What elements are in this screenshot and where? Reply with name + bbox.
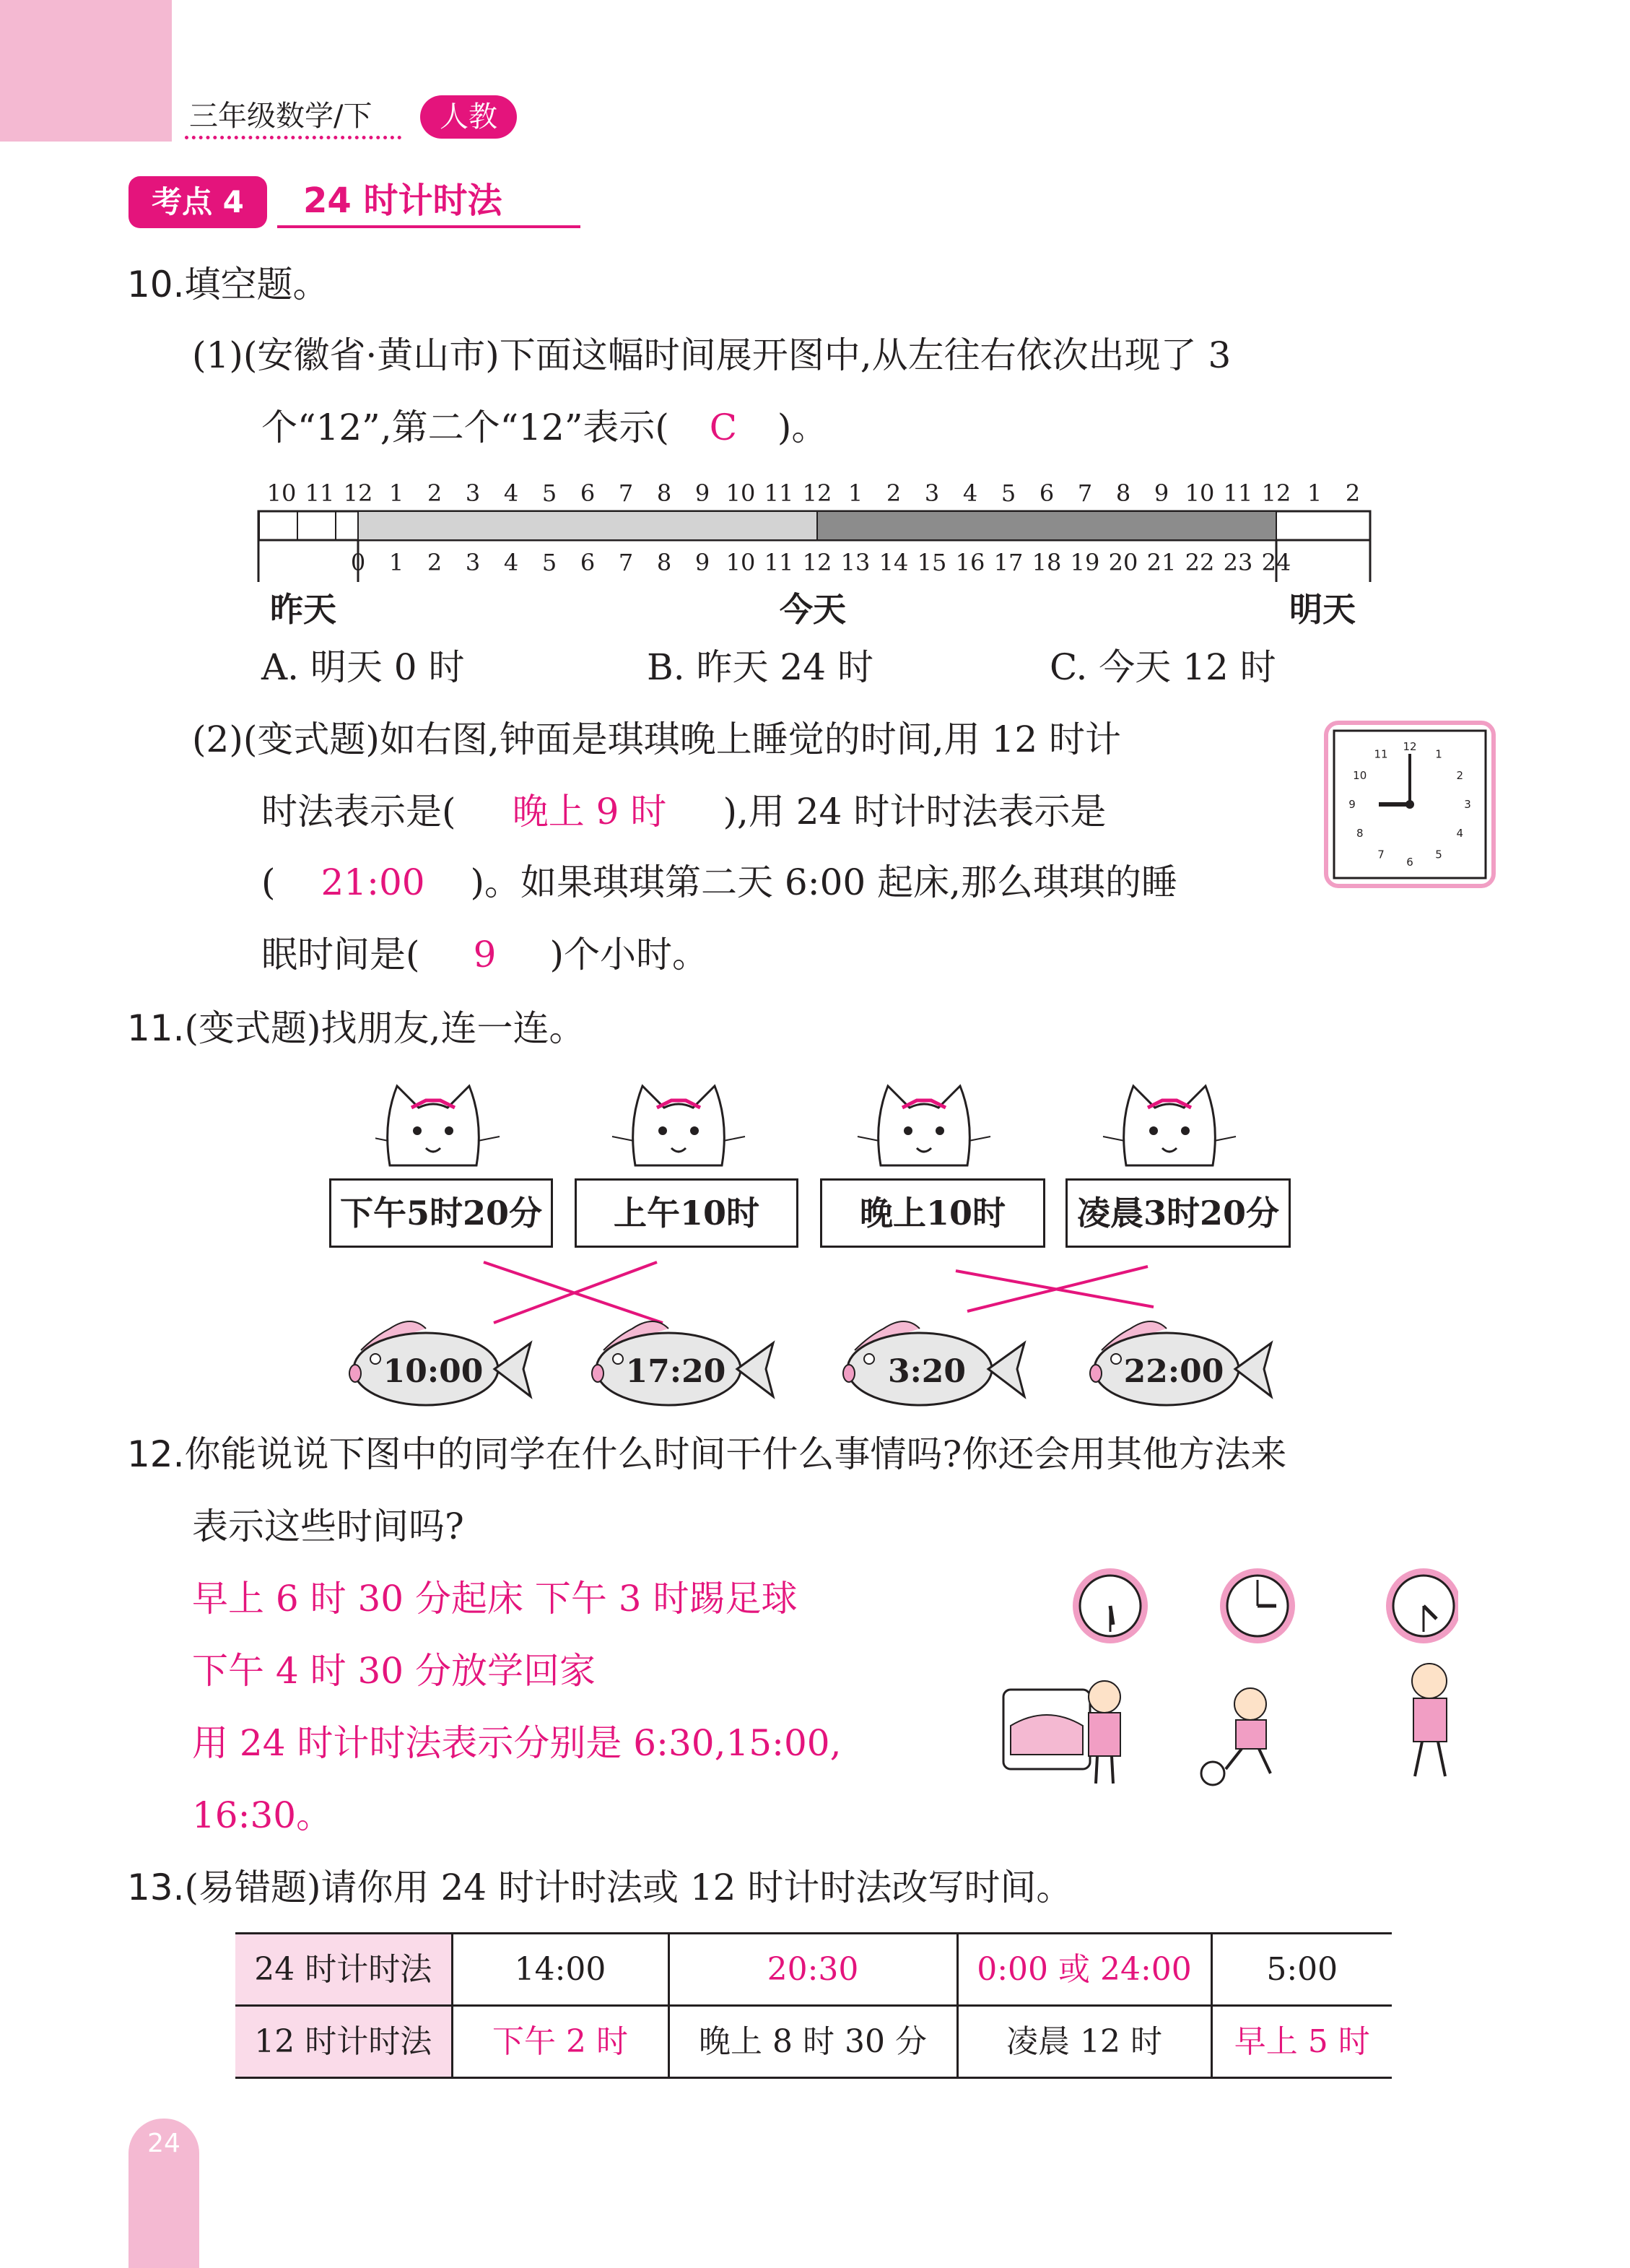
option-b: B. 昨天 24 时 [647, 646, 873, 688]
timeline-top-label: 1 [388, 479, 404, 507]
clock-number: 11 [1374, 747, 1388, 761]
timeline-bottom-label: 5 [541, 549, 557, 576]
timeline-top-label: 7 [1077, 479, 1093, 507]
question-12-line1: 12.你能说说下图中的同学在什么时间干什么事情吗?你还会用其他方法来 [127, 1433, 1287, 1475]
section-title: 24 时计时法 [303, 181, 502, 221]
timeline-bottom-label: 13 [840, 549, 871, 576]
clock-icon [1386, 1568, 1458, 1643]
row-header-24h: 24 时计时法 [235, 1934, 452, 2006]
fish-time-label: 22:00 [1123, 1353, 1224, 1390]
match-line [967, 1266, 1148, 1311]
answer-12h: 晚上 9 时 [512, 791, 667, 833]
timeline-bottom-label: 4 [503, 549, 519, 576]
timeline-top-label: 12 [343, 479, 373, 507]
clock-number: 6 [1406, 856, 1413, 869]
question-12-line2: 表示这些时间吗? [192, 1506, 464, 1547]
q12-answer-2: 下午 4 时 30 分放学回家 [192, 1650, 596, 1692]
q12-answer-3: 用 24 时计时法表示分别是 6:30,15:00, [192, 1722, 842, 1764]
timeline-top-label: 9 [1154, 479, 1169, 507]
timeline-top-label: 4 [962, 479, 978, 507]
timeline-top-label: 4 [503, 479, 519, 507]
timeline-bottom-label: 9 [694, 549, 710, 576]
activities-illustration [996, 1560, 1458, 1791]
timeline-segment-am [358, 511, 817, 540]
q10-1-line1: (1)(安徽省·黄山市)下面这幅时间展开图中,从左往右依次出现了 3 [192, 334, 1232, 376]
timeline-top-label: 6 [580, 479, 596, 507]
timeline-top-label: 12 [1261, 479, 1291, 507]
clock-number: 12 [1403, 740, 1417, 753]
clock-number: 7 [1377, 848, 1385, 861]
timeline-top-label: 11 [305, 479, 335, 507]
match-label-1: 下午5时20分 [329, 1178, 553, 1248]
row-header-12h: 12 时计时法 [235, 2006, 452, 2078]
timeline-top-label: 2 [427, 479, 443, 507]
clock-number: 4 [1456, 827, 1464, 840]
answer-q10-1: C [709, 407, 738, 448]
timeline-bottom-label: 17 [993, 549, 1024, 576]
grade-label: 三年级数学/下 [189, 100, 372, 133]
table-cell: 晚上 8 时 30 分 [668, 2006, 957, 2078]
answer-hours: 9 [473, 934, 497, 976]
timeline-bottom-label: 11 [764, 549, 794, 576]
timeline-bottom-label: 20 [1108, 549, 1138, 576]
q10-2-line2: 时法表示是( 晚上 9 时 ),用 24 时计时法表示是 [261, 791, 1107, 833]
fish-time-label: 3:20 [887, 1353, 967, 1390]
bed-and-boy-icon [1003, 1681, 1120, 1783]
fish-icon [843, 1321, 1024, 1405]
cat-icon [858, 1086, 990, 1165]
q12-answer-1: 早上 6 时 30 分起床 下午 3 时踢足球 [192, 1578, 798, 1620]
clock-icon [1220, 1568, 1295, 1643]
timeline-top-label: 5 [541, 479, 557, 507]
cat-icon [1103, 1086, 1236, 1165]
timeline-bottom-label: 18 [1032, 549, 1062, 576]
fish-time-label: 10:00 [383, 1353, 484, 1390]
match-label-2: 上午10时 [575, 1178, 798, 1248]
timeline-bottom-label: 0 [350, 549, 366, 576]
timeline-top-label: 2 [1345, 479, 1361, 507]
question-13-title: 13.(易错题)请你用 24 时计时法或 12 时计时法改写时间。 [127, 1867, 1073, 1908]
timeline-top-label: 5 [1001, 479, 1016, 507]
timeline-segment-pm [817, 511, 1276, 540]
table-row [235, 1934, 1392, 2006]
table-row [235, 2006, 1392, 2078]
timeline-top-label: 10 [725, 479, 756, 507]
timeline-top-label: 6 [1039, 479, 1055, 507]
cats-illustration [375, 1079, 1271, 1180]
timeline-bottom-label: 24 [1261, 549, 1291, 576]
timeline-top-label: 7 [618, 479, 634, 507]
timeline-bottom-label: 21 [1146, 549, 1177, 576]
question-10-title: 10.填空题。 [127, 264, 329, 305]
fish-illustration [339, 1307, 1292, 1415]
option-c: C. 今天 12 时 [1050, 646, 1276, 688]
timeline-bottom-label: 19 [1070, 549, 1100, 576]
timeline-top-label: 1 [847, 479, 863, 507]
table-cell-answer: 早上 5 时 [1211, 2006, 1392, 2078]
section-underline [277, 225, 580, 228]
timeline-bottom-label: 16 [955, 549, 985, 576]
match-label-4: 凌晨3时20分 [1065, 1178, 1291, 1248]
day-label-today: 今天 [780, 590, 846, 629]
question-11-title: 11.(变式题)找朋友,连一连。 [127, 1007, 585, 1049]
fish-time-label: 17:20 [625, 1353, 726, 1390]
table-cell-answer: 下午 2 时 [452, 2006, 668, 2078]
page-number: 24 [147, 2129, 180, 2158]
fish-icon [1090, 1321, 1271, 1405]
timeline-bottom-label: 15 [917, 549, 947, 576]
q10-1-line2: 个“12”,第二个“12”表示( C )。 [261, 407, 828, 448]
option-a: A. 明天 0 时 [261, 646, 465, 688]
table-cell: 5:00 [1211, 1934, 1392, 2006]
boy-walking-icon [1412, 1664, 1447, 1776]
corner-tab [0, 0, 172, 142]
timeline-top-label: 8 [1115, 479, 1131, 507]
timeline-top-label: 12 [802, 479, 832, 507]
timeline-top-label: 10 [1185, 479, 1215, 507]
timeline-bottom-label: 7 [618, 549, 634, 576]
timeline-top-label: 3 [465, 479, 481, 507]
day-label-yesterday: 昨天 [270, 590, 336, 629]
conversion-table [235, 1932, 1392, 2079]
table-cell: 14:00 [452, 1934, 668, 2006]
timeline-top-label: 2 [886, 479, 902, 507]
timeline-top-label: 3 [924, 479, 940, 507]
edition-badge: 人教 [420, 95, 517, 139]
timeline-bottom-label: 8 [656, 549, 672, 576]
table-cell-answer: 20:30 [668, 1934, 957, 2006]
clock-number: 5 [1435, 848, 1442, 861]
clock-number: 1 [1435, 747, 1442, 761]
timeline-top-label: 8 [656, 479, 672, 507]
clock-number: 3 [1464, 798, 1471, 811]
timeline-bottom-label: 2 [427, 549, 443, 576]
timeline-top-label: 9 [694, 479, 710, 507]
answer-24h: 21:00 [321, 861, 425, 903]
timeline-bottom-label: 3 [465, 549, 481, 576]
clock-number: 10 [1353, 769, 1367, 782]
clock-frame [1324, 721, 1496, 888]
q10-2-line3: ( 21:00 )。如果琪琪第二天 6:00 起床,那么琪琪的睡 [261, 861, 1177, 903]
clock-number: 8 [1356, 827, 1364, 840]
timeline-top-label: 1 [1307, 479, 1322, 507]
timeline-bottom-label: 1 [388, 549, 404, 576]
section-badge: 考点 4 [128, 176, 267, 228]
fish-icon [592, 1321, 773, 1405]
table-cell: 凌晨 12 时 [957, 2006, 1211, 2078]
timeline-bottom-label: 10 [725, 549, 756, 576]
cat-icon [375, 1086, 500, 1165]
timeline-bottom-label: 23 [1223, 549, 1253, 576]
clock-icon [1328, 725, 1491, 884]
table-cell-answer: 0:00 或 24:00 [957, 1934, 1211, 2006]
day-label-tomorrow: 明天 [1289, 590, 1356, 629]
timeline-bottom-label: 14 [879, 549, 909, 576]
clock-number: 9 [1348, 798, 1356, 811]
timeline-top-label: 11 [1223, 479, 1253, 507]
q12-answer-4: 16:30。 [192, 1794, 333, 1836]
timeline-bottom-label: 12 [802, 549, 832, 576]
cat-icon [612, 1086, 745, 1165]
q10-2-line4: 眠时间是( 9 )个小时。 [261, 934, 709, 976]
q10-2-line1: (2)(变式题)如右图,钟面是琪琪晚上睡觉的时间,用 12 时计 [192, 718, 1122, 760]
timeline-bottom-label: 22 [1185, 549, 1215, 576]
match-label-3: 晚上10时 [820, 1178, 1045, 1248]
fish-icon [349, 1321, 531, 1405]
boy-kicking-ball-icon [1201, 1688, 1271, 1785]
clock-number: 2 [1456, 769, 1464, 782]
timeline-top-label: 10 [266, 479, 297, 507]
timeline-top-label: 11 [764, 479, 794, 507]
clock-icon [1073, 1568, 1148, 1643]
timeline-bottom-label: 6 [580, 549, 596, 576]
divider [185, 136, 401, 139]
